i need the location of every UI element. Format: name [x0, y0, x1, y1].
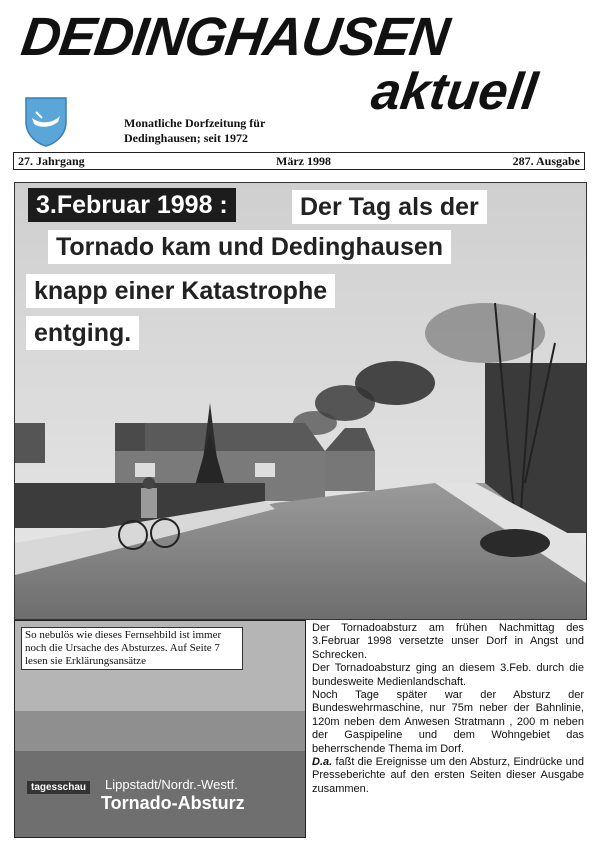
headline-date: 3.Februar 1998 :: [28, 188, 236, 222]
article-paragraph-4-text: faßt die Ereignisse um den Absturz, Eindrücke und Presseberichte auf den ersten Seiten dieser Ausgabe zusammen.: [312, 756, 584, 795]
tagline-line2: Dedinghausen; seit 1972: [124, 131, 249, 145]
headline-line2: Tornado kam und Dedinghausen: [48, 230, 451, 264]
headline-line1: Der Tag als der: [292, 190, 487, 224]
headline-line3: knapp einer Katastrophe: [26, 274, 335, 308]
issue-bar: [13, 152, 585, 170]
tv-title: Tornado-Absturz: [101, 793, 245, 813]
tv-location: Lippstadt/Nordr.-Westf.: [105, 777, 238, 792]
inset-caption: So nebulös wie dieses Fernsehbild ist immer noch die Ursache des Absturzes. Auf Seite 7 lesen sie Erklärungsansätze: [21, 627, 243, 670]
issue-date: März 1998: [276, 154, 331, 168]
masthead-subtitle: aktuell: [367, 63, 541, 121]
headline: [14, 182, 585, 362]
article-text: [312, 622, 584, 796]
article-paragraph-4: [312, 756, 584, 796]
tagline-line1: Monatliche Dorfzeitung für: [124, 116, 266, 130]
article-paragraph-2: Der Tornadoabsturz ging an diesem 3.Feb. durch die bundesweite Medienlandschaft.: [312, 662, 584, 688]
issue-number: 287. Ausgabe: [512, 154, 580, 168]
tv-still-inset: [14, 620, 306, 838]
masthead-title: DEDINGHAUSEN: [17, 7, 453, 67]
article-paragraph-1: Der Tornadoabsturz am frühen Nachmittag des 3.Februar 1998 versetzte unser Dorf in Angst und Schrecken.: [312, 622, 584, 661]
tagline: [124, 116, 344, 146]
headline-line4: entging.: [26, 316, 139, 350]
article-paragraph-3: Noch Tage später war der Absturz der Bundeswehrmaschine, nur 75m neber der Bahnlinie, 120m neben dem Anwesen Stratmann , 200 m neben der Gaspipeline und dem Wohngebiet das beherrschende Thema im Dorf.: [312, 689, 584, 755]
tv-logo: tagesschau: [27, 781, 90, 794]
volume-label: 27. Jahrgang: [18, 154, 85, 168]
coat-of-arms-icon: [24, 96, 68, 148]
article-abbrev: D.a.: [312, 756, 333, 769]
